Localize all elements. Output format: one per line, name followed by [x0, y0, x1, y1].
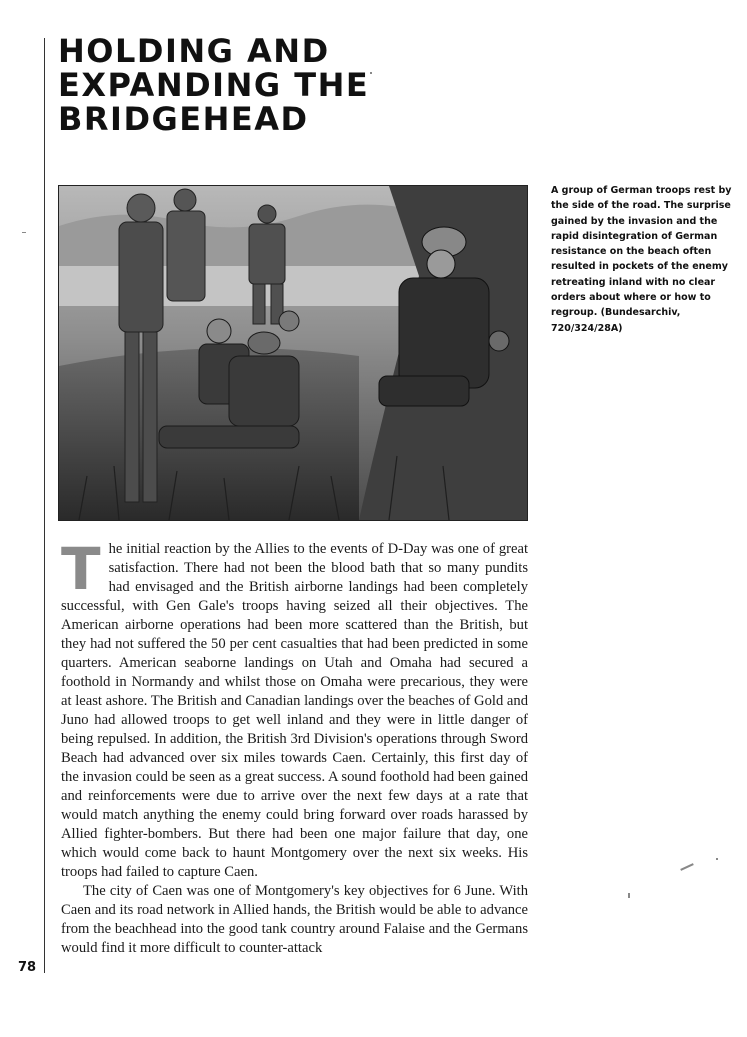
paragraph-text: he initial reaction by the Allies to the events of D-Day was one of great satisfaction. There had not been the blood bath that so many pundits had envisaged and the British airborne landings had been completely successful, with Gen Gale's troops having seized all their objectives. The American airborne operations had been more scattered than the British, but they had not suffered the 50 per cent casualties that had been predicted in some quarters. American seaborne landings on Utah and Omaha had secured a foothold in Normandy and whilst those on Omaha were precarious, they were at least ashore. The British and Canadian landings over the beaches of Gold and Juno had allowed troops to get well inland and they were in little danger of being repulsed. In addition, the British 3rd Division's operations through Sword Beach had advanced over six miles towards Caen. Certainly, this first day of the invasion could be seen as a great success. A sound foothold had been gained and reinforcements were due to arrive over the next few days at a rate that would match anything the enemy could bring forward over roads harassed by Allied fighter-bombers. But there had been one major failure that day, one which would come back to haunt Montgomery over the next six weeks. His troops had failed to capture Caen. — [61, 541, 528, 880]
paragraph — [61, 535, 528, 882]
page-number: 78 — [18, 960, 37, 975]
chapter-title-line: BRIDGEHEAD — [58, 100, 309, 138]
margin-rule — [44, 38, 45, 973]
scan-mark — [680, 863, 694, 871]
chapter-title-line: HOLDING AND — [58, 32, 330, 70]
photo-image — [59, 186, 527, 520]
photo-caption: A group of German troops rest by the side of the road. The surprise gained by the invasion and the rapid disintegration of German resistance on the beach often resulted in pockets of the enemy retreating inland with no clear orders about where or how to regroup. (Bundesarchiv, 720/324/28A) — [551, 185, 732, 334]
chapter-title-line: EXPANDING THE — [58, 66, 370, 104]
photo-german-troops — [58, 185, 528, 521]
drop-cap: T — [61, 535, 101, 603]
paragraph: The city of Caen was one of Montgomery's key objectives for 6 June. With Caen and its road network in Allied hands, the British would be able to advance from the beachhead into the good tank country around Falaise and the Germans would find it more difficult to counter-attack — [61, 883, 528, 956]
scan-mark — [628, 893, 630, 898]
scan-mark — [22, 232, 26, 233]
scan-mark — [716, 858, 718, 860]
scan-mark — [370, 72, 372, 74]
chapter-title — [58, 34, 369, 136]
article-body — [61, 535, 528, 958]
